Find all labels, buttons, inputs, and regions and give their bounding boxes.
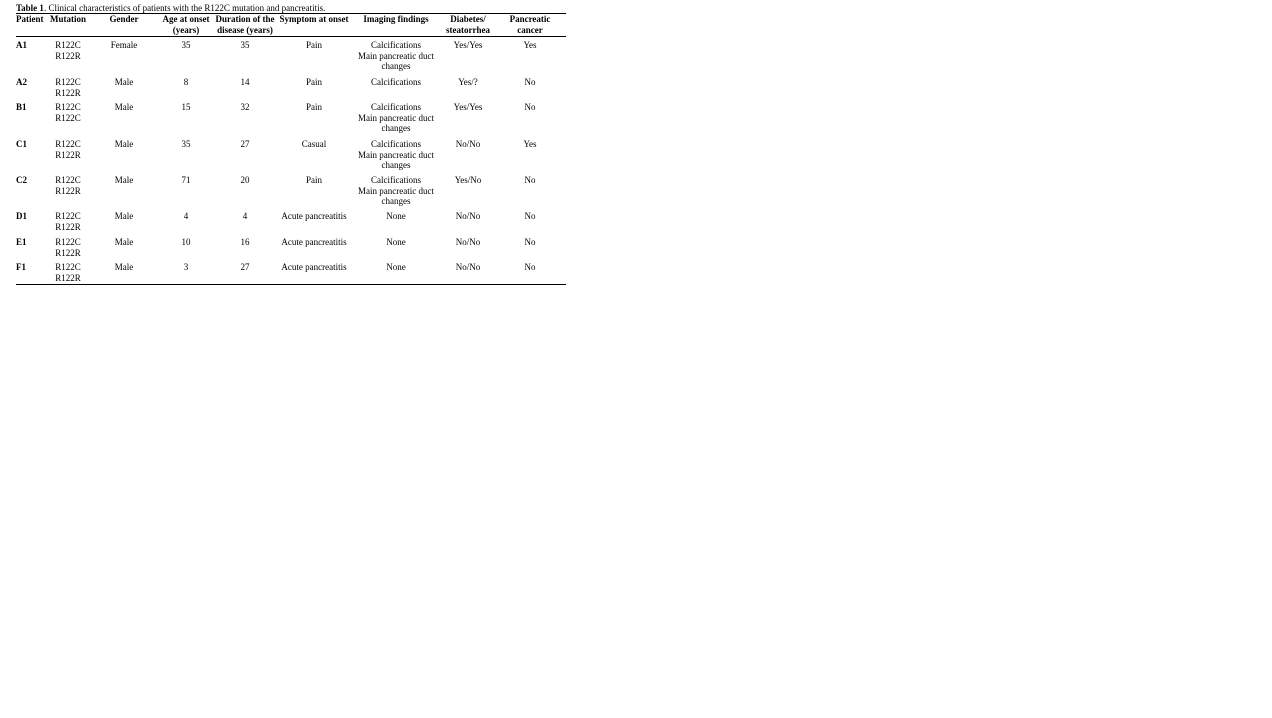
cell-imaging — [350, 262, 442, 285]
cell-age — [160, 102, 212, 139]
cell-mutation — [48, 139, 88, 175]
cell-symptom — [278, 262, 350, 285]
cell-imaging-line: changes — [381, 123, 411, 133]
cell-imaging-line: Calcifications — [371, 77, 421, 87]
cell-patient-value: D1 — [16, 211, 27, 221]
cell-gender-value: Male — [114, 237, 134, 247]
cell-duration — [212, 139, 278, 175]
cell-gender — [88, 102, 160, 139]
cell-symptom — [278, 37, 350, 78]
cell-age — [160, 37, 212, 78]
cell-mutation-line: R122C — [55, 102, 81, 112]
cell-duration — [212, 262, 278, 285]
cell-cancer — [494, 211, 566, 237]
table-row — [16, 262, 566, 285]
cell-diabetes — [442, 37, 494, 78]
cell-diabetes-value: Yes/Yes — [453, 102, 483, 112]
header-duration-line: Duration of the — [215, 14, 275, 24]
cell-duration-value: 27 — [240, 262, 250, 272]
cell-symptom-value: Acute pancreatitis — [281, 211, 347, 221]
cell-mutation-line: R122R — [55, 149, 81, 160]
cell-age-value: 4 — [183, 211, 189, 221]
header-patient — [16, 14, 48, 37]
cell-cancer — [494, 77, 566, 102]
cell-diabetes-value: Yes/Yes — [453, 40, 483, 50]
cell-mutation-line: R122R — [55, 247, 81, 258]
cell-age-value: 71 — [181, 175, 191, 185]
cell-age-value: 10 — [181, 237, 191, 247]
cell-gender-value: Male — [114, 139, 134, 149]
cell-duration-value: 20 — [240, 175, 250, 185]
clinical-characteristics-table — [16, 13, 566, 285]
cell-cancer-value: No — [524, 102, 536, 112]
cell-imaging-line: None — [386, 211, 406, 221]
cell-cancer — [494, 102, 566, 139]
table-caption — [16, 3, 566, 13]
cell-mutation-line: R122R — [55, 185, 81, 196]
cell-cancer-value: No — [524, 175, 536, 185]
cell-imaging-line: Calcifications — [371, 175, 421, 185]
cell-gender-value: Male — [114, 102, 134, 112]
cell-diabetes — [442, 237, 494, 262]
cell-age — [160, 211, 212, 237]
header-imaging-line: Imaging findings — [363, 14, 429, 24]
cell-diabetes-value: No/No — [455, 262, 481, 272]
cell-mutation-line: R122C — [55, 211, 81, 221]
header-duration-line: disease (years) — [217, 24, 273, 35]
cell-imaging — [350, 237, 442, 262]
cell-imaging — [350, 175, 442, 211]
cell-duration — [212, 237, 278, 262]
cell-mutation — [48, 211, 88, 237]
cell-mutation — [48, 37, 88, 78]
cell-age — [160, 77, 212, 102]
cell-cancer-value: No — [524, 77, 536, 87]
cell-mutation-line: R122C — [55, 139, 81, 149]
header-gender — [88, 14, 160, 37]
cell-patient-value: A1 — [16, 40, 27, 50]
table-caption-text: . Clinical characteristics of patients with the R122C mutation and pancreatitis. — [43, 3, 326, 13]
cell-age-value: 15 — [181, 102, 191, 112]
cell-mutation-line: R122C — [55, 77, 81, 87]
cell-imaging-line: Calcifications — [371, 139, 421, 149]
cell-patient-value: A2 — [16, 77, 27, 87]
cell-gender-value: Female — [110, 40, 138, 50]
cell-gender-value: Male — [114, 77, 134, 87]
table-row — [16, 211, 566, 237]
cell-imaging-line: changes — [381, 160, 411, 170]
cell-symptom — [278, 211, 350, 237]
header-diabetes-line: steatorrhea — [446, 24, 490, 35]
cell-imaging-line: Calcifications — [371, 40, 421, 50]
table-row — [16, 175, 566, 211]
cell-imaging-line: None — [386, 262, 406, 272]
cell-gender — [88, 211, 160, 237]
cell-patient — [16, 262, 48, 285]
cell-diabetes-value: No/No — [455, 211, 481, 221]
header-age-line: (years) — [172, 24, 200, 35]
cell-cancer — [494, 237, 566, 262]
cell-gender — [88, 262, 160, 285]
cell-mutation-line: R122R — [55, 50, 81, 61]
cell-duration-value: 16 — [240, 237, 250, 247]
cell-imaging-line: Main pancreatic duct — [358, 112, 434, 123]
cell-duration — [212, 175, 278, 211]
cell-mutation — [48, 262, 88, 285]
cell-patient — [16, 77, 48, 102]
cell-patient-value: C2 — [16, 175, 27, 185]
cell-mutation — [48, 175, 88, 211]
cell-cancer — [494, 37, 566, 78]
header-cancer-line: Pancreatic — [509, 14, 551, 24]
cell-patient-value: F1 — [16, 262, 26, 272]
cell-diabetes-value: No/No — [455, 237, 481, 247]
cell-diabetes — [442, 175, 494, 211]
cell-mutation — [48, 102, 88, 139]
cell-cancer-value: No — [524, 211, 536, 221]
cell-diabetes — [442, 262, 494, 285]
cell-patient — [16, 211, 48, 237]
cell-age-value: 35 — [181, 139, 191, 149]
cell-mutation-line: R122C — [55, 40, 81, 50]
cell-mutation — [48, 77, 88, 102]
cell-imaging-line: Calcifications — [371, 102, 421, 112]
cell-mutation-line: R122R — [55, 272, 81, 283]
cell-age — [160, 237, 212, 262]
cell-imaging — [350, 139, 442, 175]
cell-mutation-line: R122C — [55, 175, 81, 185]
cell-symptom-value: Acute pancreatitis — [281, 262, 347, 272]
cell-duration-value: 4 — [242, 211, 248, 221]
cell-diabetes-value: Yes/? — [458, 77, 478, 87]
cell-gender — [88, 175, 160, 211]
header-age — [160, 14, 212, 37]
header-mutation — [48, 14, 88, 37]
table-header-row — [16, 14, 566, 37]
cell-duration-value: 14 — [240, 77, 250, 87]
cell-patient-value: C1 — [16, 139, 27, 149]
header-imaging — [350, 14, 442, 37]
cell-cancer-value: No — [524, 262, 536, 272]
header-symptom — [278, 14, 350, 37]
cell-imaging — [350, 211, 442, 237]
cell-gender — [88, 77, 160, 102]
cell-mutation-line: R122R — [55, 221, 81, 232]
cell-duration-value: 27 — [240, 139, 250, 149]
cell-mutation-line: R122C — [55, 262, 81, 272]
cell-cancer-value: Yes — [523, 139, 537, 149]
cell-imaging-line: Main pancreatic duct — [358, 50, 434, 61]
cell-duration-value: 32 — [240, 102, 250, 112]
cell-cancer-value: No — [524, 237, 536, 247]
cell-mutation-line: R122C — [55, 112, 81, 123]
cell-patient-value: B1 — [16, 102, 27, 112]
cell-duration — [212, 102, 278, 139]
table-row — [16, 102, 566, 139]
header-cancer-line: cancer — [517, 24, 543, 35]
cell-gender-value: Male — [114, 262, 134, 272]
cell-imaging-line: changes — [381, 61, 411, 71]
cell-patient — [16, 139, 48, 175]
cell-cancer — [494, 139, 566, 175]
cell-imaging — [350, 37, 442, 78]
cell-patient — [16, 102, 48, 139]
header-diabetes-line: Diabetes/ — [450, 14, 486, 24]
table-body — [16, 37, 566, 285]
cell-mutation — [48, 237, 88, 262]
cell-duration-value: 35 — [240, 40, 250, 50]
cell-age — [160, 139, 212, 175]
cell-patient-value: E1 — [16, 237, 27, 247]
cell-mutation-line: R122R — [55, 87, 81, 98]
cell-age — [160, 262, 212, 285]
table-figure — [16, 3, 566, 285]
header-age-line: Age at onset — [162, 14, 210, 24]
cell-symptom — [278, 102, 350, 139]
cell-symptom-value: Pain — [305, 77, 322, 87]
cell-patient — [16, 175, 48, 211]
table-row — [16, 37, 566, 78]
table-row — [16, 139, 566, 175]
cell-imaging — [350, 102, 442, 139]
table-row — [16, 237, 566, 262]
cell-duration — [212, 211, 278, 237]
cell-imaging-line: Main pancreatic duct — [358, 185, 434, 196]
cell-diabetes-value: No/No — [455, 139, 481, 149]
cell-symptom — [278, 237, 350, 262]
cell-age — [160, 175, 212, 211]
cell-duration — [212, 37, 278, 78]
header-diabetes — [442, 14, 494, 37]
cell-patient — [16, 37, 48, 78]
table-row — [16, 77, 566, 102]
table-caption-label: Table 1 — [16, 3, 44, 13]
header-symptom-line: Symptom at onset — [279, 14, 349, 24]
cell-symptom-value: Acute pancreatitis — [281, 237, 347, 247]
cell-cancer — [494, 175, 566, 211]
header-mutation-line: Mutation — [50, 14, 86, 24]
cell-symptom-value: Pain — [305, 102, 322, 112]
cell-diabetes — [442, 77, 494, 102]
cell-gender — [88, 37, 160, 78]
cell-imaging-line: None — [386, 237, 406, 247]
cell-symptom — [278, 175, 350, 211]
cell-mutation-line: R122C — [55, 237, 81, 247]
cell-gender — [88, 139, 160, 175]
cell-gender — [88, 237, 160, 262]
cell-gender-value: Male — [114, 175, 134, 185]
cell-diabetes — [442, 102, 494, 139]
cell-duration — [212, 77, 278, 102]
cell-age-value: 35 — [181, 40, 191, 50]
cell-symptom-value: Pain — [305, 175, 322, 185]
cell-diabetes — [442, 139, 494, 175]
cell-diabetes-value: Yes/No — [454, 175, 482, 185]
cell-cancer-value: Yes — [523, 40, 537, 50]
header-cancer — [494, 14, 566, 37]
cell-age-value: 3 — [183, 262, 189, 272]
cell-diabetes — [442, 211, 494, 237]
cell-patient — [16, 237, 48, 262]
cell-imaging-line: Main pancreatic duct — [358, 149, 434, 160]
cell-imaging — [350, 77, 442, 102]
header-patient-line: Patient — [16, 14, 44, 24]
header-duration — [212, 14, 278, 37]
cell-age-value: 8 — [183, 77, 189, 87]
cell-symptom-value: Pain — [305, 40, 322, 50]
cell-gender-value: Male — [114, 211, 134, 221]
header-gender-line: Gender — [109, 14, 139, 24]
cell-symptom — [278, 77, 350, 102]
cell-symptom — [278, 139, 350, 175]
cell-cancer — [494, 262, 566, 285]
cell-imaging-line: changes — [381, 196, 411, 206]
cell-symptom-value: Casual — [301, 139, 327, 149]
